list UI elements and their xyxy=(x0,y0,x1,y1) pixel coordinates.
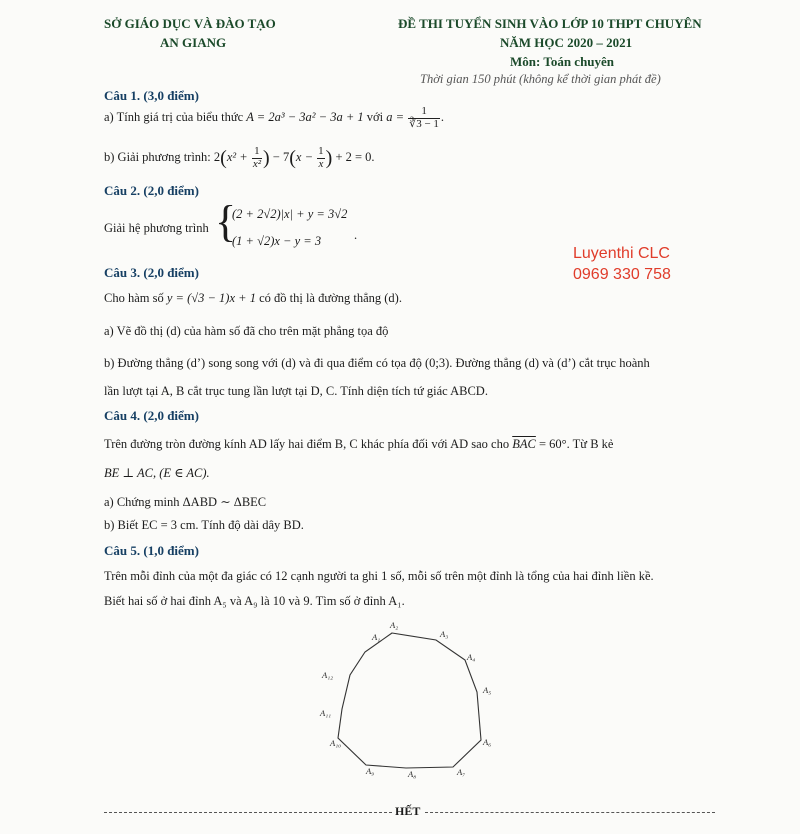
q5-line1: Trên mỗi đỉnh của một đa giác có 12 cạnh người ta ghi 1 số, mỗi số trên một đỉnh là tổng của hai đỉnh liền kề. xyxy=(104,569,654,583)
watermark-name: Luyenthi CLC xyxy=(573,245,670,262)
q1-a-fraction: $\frac{1}{∛3 - 1}$ xyxy=(409,105,439,130)
end-label: HẾT xyxy=(395,804,421,818)
q2-end: . xyxy=(354,228,358,242)
q1-a-with: với xyxy=(366,109,384,124)
q5-title: Câu 5. (1,0 điểm) xyxy=(104,543,199,558)
school-province: AN GIANG xyxy=(160,35,227,50)
footer-rule-left xyxy=(104,812,392,813)
q1-part-b: b) Giải phương trình: 2(x² + $\frac{1}{\text{x²}}$ ) − 7(x − $\frac{1}{x}$ ) + 2 = 0. xyxy=(104,145,375,170)
q1-part-a: a) Tính giá trị của biểu thức A = 2a³ − 3a² − 3a + 1 với a = $\frac{1}{∛3 - 1}$ . xyxy=(104,105,445,130)
q2-eq2: (1 + √2)x − y = 3 xyxy=(232,234,322,248)
vertex-label-a12: A₁₂ xyxy=(322,670,334,680)
q2-title: Câu 2. (2,0 điểm) xyxy=(104,183,199,198)
q3-title: Câu 3. (2,0 điểm) xyxy=(104,265,199,280)
q1-a-prefix: a) Tính giá trị của biểu thức xyxy=(104,109,244,124)
dodecagon-outline xyxy=(338,633,481,768)
system-brace: { xyxy=(215,197,237,246)
q5-line2: Biết hai số ở hai đỉnh A₅ và A₉ là 10 và 9. Tìm số ở đỉnh A₁. xyxy=(104,594,405,608)
q2-eq1: (2 + 2√2)|x| + y = 3√2 xyxy=(232,207,348,221)
angle-bac: $\overline{BAC}$ xyxy=(512,437,536,451)
q3-part-a: a) Vẽ đồ thị (d) của hàm số đã cho trên mặt phẳng tọa độ xyxy=(104,324,389,338)
q3-intro: Cho hàm số y = (√3 − 1)x + 1 có đồ thị là đường thẳng (d). xyxy=(104,291,402,305)
q4-title: Câu 4. (2,0 điểm) xyxy=(104,408,199,423)
q2-prefix: Giải hệ phương trình xyxy=(104,221,209,235)
exam-subject: Môn: Toán chuyên xyxy=(510,54,615,69)
footer-rule-right xyxy=(425,812,715,813)
vertex-label-a10: A₁₀ xyxy=(330,738,342,748)
q4-line1: Trên đường tròn đường kính AD lấy hai điểm B, C khác phía đối với AD sao cho $\overline{BAC} = 60^\circ$. Từ B kẻ xyxy=(104,437,614,451)
vertex-label-a1: A₁ xyxy=(372,632,381,642)
school-dept: SỞ GIÁO DỤC VÀ ĐÀO TẠO xyxy=(104,16,276,31)
q1-a-var: a = xyxy=(386,109,405,124)
vertex-label-a9: A₉ xyxy=(366,766,375,776)
vertex-label-a8: A₈ xyxy=(408,769,417,779)
q1-title: Câu 1. (3,0 điểm) xyxy=(104,88,199,103)
q3-part-b-line2: lần lượt tại A, B cắt trục tung lần lượt tại D, C. Tính diện tích tứ giác ABCD. xyxy=(104,384,488,398)
dodecagon-figure xyxy=(300,615,520,785)
q4-line2: BE ⊥ AC, (E ∈ AC). xyxy=(104,466,210,480)
q4-part-a: a) Chứng minh ΔABD ∼ ΔBEC xyxy=(104,495,267,509)
vertex-label-a3: A₃ xyxy=(440,629,449,639)
vertex-label-a6: A₆ xyxy=(483,737,492,747)
q1-b-prefix: b) Giải phương trình: xyxy=(104,149,211,164)
exam-title: ĐỀ THI TUYỂN SINH VÀO LỚP 10 THPT CHUYÊN xyxy=(398,16,702,31)
vertex-label-a5: A₅ xyxy=(483,685,492,695)
vertex-label-a2: A₂ xyxy=(390,620,399,630)
q3-part-b-line1: b) Đường thẳng (d’) song song với (d) và đi qua điểm có tọa độ (0;3). Đường thẳng (d) và (d’) cắt trục hoành xyxy=(104,356,650,370)
vertex-label-a4: A₄ xyxy=(467,652,476,662)
q1-a-expression: A = 2a³ − 3a² − 3a + 1 xyxy=(246,109,364,124)
vertex-label-a11: A₁₁ xyxy=(320,708,332,718)
time-note: Thời gian 150 phút (không kể thời gian phát đề) xyxy=(420,72,661,86)
vertex-label-a7: A₇ xyxy=(457,767,466,777)
school-year: NĂM HỌC 2020 – 2021 xyxy=(500,35,633,50)
watermark-phone: 0969 330 758 xyxy=(573,266,671,283)
q4-part-b: b) Biết EC = 3 cm. Tính độ dài dây BD. xyxy=(104,518,304,532)
